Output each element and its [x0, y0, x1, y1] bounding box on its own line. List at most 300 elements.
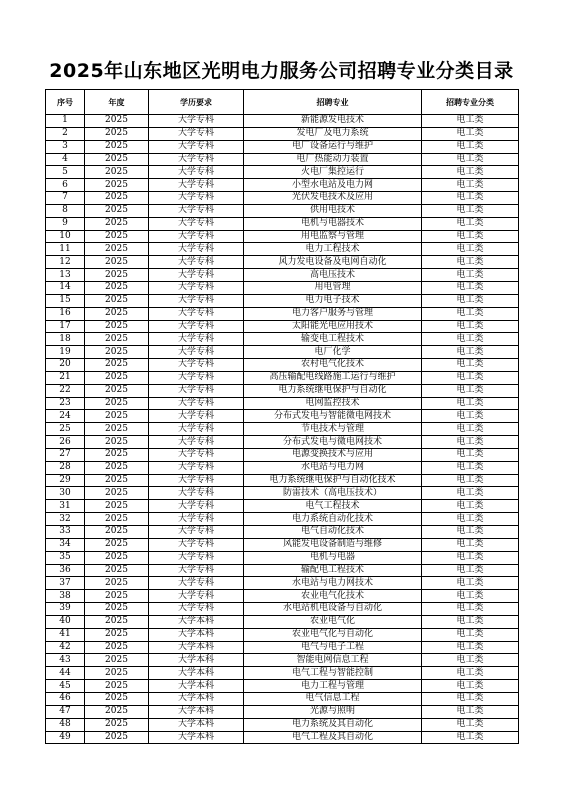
- cell-education: 大学专科: [149, 217, 244, 230]
- cell-year: 2025: [85, 294, 149, 307]
- cell-education: 大学专科: [149, 564, 244, 577]
- cell-category: 电工类: [422, 307, 519, 320]
- cell-year: 2025: [85, 603, 149, 616]
- cell-major: 分布式发电与微电网技术: [244, 436, 422, 449]
- cell-index: 44: [46, 667, 85, 680]
- cell-education: 大学专科: [149, 179, 244, 192]
- cell-major: 电厂热能动力装置: [244, 153, 422, 166]
- table-body: [46, 115, 519, 744]
- cell-year: 2025: [85, 204, 149, 217]
- cell-education: 大学专科: [149, 448, 244, 461]
- cell-category: 电工类: [422, 448, 519, 461]
- cell-year: 2025: [85, 320, 149, 333]
- table-header-row: [46, 90, 519, 115]
- cell-education: 大学专科: [149, 577, 244, 590]
- cell-major: 电力客户服务与管理: [244, 307, 422, 320]
- cell-year: 2025: [85, 397, 149, 410]
- cell-index: 4: [46, 153, 85, 166]
- cell-major: 农业电气化与自动化: [244, 628, 422, 641]
- cell-major: 电厂设备运行与维护: [244, 140, 422, 153]
- cell-year: 2025: [85, 718, 149, 731]
- cell-category: 电工类: [422, 384, 519, 397]
- cell-year: 2025: [85, 192, 149, 205]
- cell-category: 电工类: [422, 487, 519, 500]
- cell-category: 电工类: [422, 500, 519, 513]
- cell-category: 电工类: [422, 680, 519, 693]
- cell-index: 25: [46, 423, 85, 436]
- cell-major: 电气工程及其自动化: [244, 731, 422, 744]
- table-row: [46, 538, 519, 551]
- cell-year: 2025: [85, 423, 149, 436]
- cell-education: 大学本科: [149, 692, 244, 705]
- cell-major: 光源与照明: [244, 705, 422, 718]
- cell-education: 大学本科: [149, 628, 244, 641]
- cell-index: 35: [46, 551, 85, 564]
- cell-education: 大学专科: [149, 230, 244, 243]
- cell-year: 2025: [85, 384, 149, 397]
- cell-index: 19: [46, 346, 85, 359]
- cell-category: 电工类: [422, 615, 519, 628]
- cell-index: 8: [46, 204, 85, 217]
- cell-education: 大学专科: [149, 590, 244, 603]
- cell-category: 电工类: [422, 115, 519, 128]
- cell-education: 大学专科: [149, 526, 244, 539]
- cell-major: 光伏发电技术及应用: [244, 192, 422, 205]
- cell-major: 水电站与电力网技术: [244, 577, 422, 590]
- cell-index: 18: [46, 333, 85, 346]
- cell-index: 10: [46, 230, 85, 243]
- cell-year: 2025: [85, 115, 149, 128]
- cell-category: 电工类: [422, 705, 519, 718]
- cell-category: 电工类: [422, 217, 519, 230]
- cell-category: 电工类: [422, 179, 519, 192]
- cell-year: 2025: [85, 179, 149, 192]
- cell-category: 电工类: [422, 230, 519, 243]
- cell-index: 39: [46, 603, 85, 616]
- cell-year: 2025: [85, 346, 149, 359]
- cell-major: 太阳能光电应用技术: [244, 320, 422, 333]
- table-row: [46, 487, 519, 500]
- table-row: [46, 371, 519, 384]
- cell-education: 大学专科: [149, 500, 244, 513]
- cell-major: 电力系统继电保护与自动化: [244, 384, 422, 397]
- cell-index: 14: [46, 281, 85, 294]
- cell-major: 电力工程技术: [244, 243, 422, 256]
- table-row: [46, 346, 519, 359]
- cell-major: 高压输配电线路施工运行与维护: [244, 371, 422, 384]
- cell-index: 36: [46, 564, 85, 577]
- cell-category: 电工类: [422, 397, 519, 410]
- cell-year: 2025: [85, 590, 149, 603]
- cell-education: 大学专科: [149, 513, 244, 526]
- cell-year: 2025: [85, 333, 149, 346]
- cell-education: 大学专科: [149, 192, 244, 205]
- cell-education: 大学专科: [149, 603, 244, 616]
- cell-major: 电机与电器技术: [244, 217, 422, 230]
- cell-major: 输变电工程技术: [244, 333, 422, 346]
- table-row: [46, 410, 519, 423]
- cell-education: 大学专科: [149, 281, 244, 294]
- cell-year: 2025: [85, 281, 149, 294]
- cell-education: 大学专科: [149, 346, 244, 359]
- cell-index: 21: [46, 371, 85, 384]
- cell-education: 大学专科: [149, 397, 244, 410]
- cell-index: 15: [46, 294, 85, 307]
- cell-major: 防雷技术（高电压技术）: [244, 487, 422, 500]
- cell-index: 5: [46, 166, 85, 179]
- cell-index: 3: [46, 140, 85, 153]
- cell-education: 大学专科: [149, 371, 244, 384]
- table-row: [46, 654, 519, 667]
- cell-major: 电力系统及其自动化: [244, 718, 422, 731]
- table-row: [46, 384, 519, 397]
- cell-index: 31: [46, 500, 85, 513]
- table-row: [46, 513, 519, 526]
- table-row: [46, 166, 519, 179]
- cell-index: 13: [46, 269, 85, 282]
- cell-education: 大学专科: [149, 294, 244, 307]
- cell-index: 46: [46, 692, 85, 705]
- table-row: [46, 590, 519, 603]
- cell-index: 23: [46, 397, 85, 410]
- cell-category: 电工类: [422, 526, 519, 539]
- cell-education: 大学专科: [149, 243, 244, 256]
- cell-category: 电工类: [422, 359, 519, 372]
- cell-major: 风能发电设备制造与维修: [244, 538, 422, 551]
- cell-category: 电工类: [422, 654, 519, 667]
- cell-index: 24: [46, 410, 85, 423]
- cell-index: 9: [46, 217, 85, 230]
- column-header-index: 序号: [46, 90, 85, 115]
- cell-major: 电力工程与管理: [244, 680, 422, 693]
- table-row: [46, 692, 519, 705]
- cell-education: 大学专科: [149, 269, 244, 282]
- table-row: [46, 667, 519, 680]
- cell-year: 2025: [85, 140, 149, 153]
- cell-major: 电机与电器: [244, 551, 422, 564]
- cell-education: 大学本科: [149, 615, 244, 628]
- cell-major: 电力系统自动化技术: [244, 513, 422, 526]
- cell-year: 2025: [85, 615, 149, 628]
- cell-education: 大学专科: [149, 204, 244, 217]
- cell-index: 30: [46, 487, 85, 500]
- cell-category: 电工类: [422, 564, 519, 577]
- cell-category: 电工类: [422, 461, 519, 474]
- table-row: [46, 320, 519, 333]
- cell-education: 大学专科: [149, 436, 244, 449]
- cell-year: 2025: [85, 359, 149, 372]
- cell-index: 32: [46, 513, 85, 526]
- cell-year: 2025: [85, 577, 149, 590]
- cell-year: 2025: [85, 127, 149, 140]
- cell-education: 大学专科: [149, 166, 244, 179]
- cell-index: 48: [46, 718, 85, 731]
- cell-index: 34: [46, 538, 85, 551]
- cell-major: 农村电气化技术: [244, 359, 422, 372]
- cell-major: 电气工程与智能控制: [244, 667, 422, 680]
- cell-category: 电工类: [422, 551, 519, 564]
- table-row: [46, 230, 519, 243]
- cell-category: 电工类: [422, 641, 519, 654]
- table-row: [46, 461, 519, 474]
- cell-education: 大学专科: [149, 359, 244, 372]
- cell-index: 33: [46, 526, 85, 539]
- cell-major: 新能源发电技术: [244, 115, 422, 128]
- cell-index: 47: [46, 705, 85, 718]
- table-row: [46, 127, 519, 140]
- table-row: [46, 474, 519, 487]
- cell-year: 2025: [85, 410, 149, 423]
- table-row: [46, 564, 519, 577]
- cell-category: 电工类: [422, 628, 519, 641]
- table-row: [46, 551, 519, 564]
- cell-major: 电力系统继电保护与自动化技术: [244, 474, 422, 487]
- cell-category: 电工类: [422, 474, 519, 487]
- cell-index: 17: [46, 320, 85, 333]
- cell-education: 大学专科: [149, 140, 244, 153]
- cell-index: 16: [46, 307, 85, 320]
- cell-year: 2025: [85, 513, 149, 526]
- cell-category: 电工类: [422, 410, 519, 423]
- cell-education: 大学本科: [149, 680, 244, 693]
- cell-education: 大学专科: [149, 474, 244, 487]
- cell-index: 42: [46, 641, 85, 654]
- table-row: [46, 628, 519, 641]
- cell-year: 2025: [85, 217, 149, 230]
- cell-index: 29: [46, 474, 85, 487]
- cell-year: 2025: [85, 166, 149, 179]
- cell-category: 电工类: [422, 269, 519, 282]
- cell-year: 2025: [85, 526, 149, 539]
- table-row: [46, 680, 519, 693]
- cell-major: 电网监控技术: [244, 397, 422, 410]
- cell-major: 水电站与电力网: [244, 461, 422, 474]
- cell-year: 2025: [85, 269, 149, 282]
- cell-year: 2025: [85, 538, 149, 551]
- cell-index: 26: [46, 436, 85, 449]
- cell-year: 2025: [85, 243, 149, 256]
- cell-year: 2025: [85, 680, 149, 693]
- cell-education: 大学专科: [149, 423, 244, 436]
- cell-year: 2025: [85, 705, 149, 718]
- cell-index: 27: [46, 448, 85, 461]
- cell-major: 节电技术与管理: [244, 423, 422, 436]
- table-row: [46, 115, 519, 128]
- cell-education: 大学专科: [149, 307, 244, 320]
- table-row: [46, 204, 519, 217]
- table-row: [46, 153, 519, 166]
- cell-major: 电源变换技术与应用: [244, 448, 422, 461]
- cell-education: 大学专科: [149, 115, 244, 128]
- cell-year: 2025: [85, 487, 149, 500]
- cell-category: 电工类: [422, 731, 519, 744]
- table-row: [46, 448, 519, 461]
- cell-education: 大学专科: [149, 487, 244, 500]
- table-row: [46, 192, 519, 205]
- cell-major: 供用电技术: [244, 204, 422, 217]
- table-row: [46, 615, 519, 628]
- cell-index: 40: [46, 615, 85, 628]
- cell-education: 大学本科: [149, 641, 244, 654]
- cell-major: 农业电气化技术: [244, 590, 422, 603]
- column-header-category: 招聘专业分类: [422, 90, 519, 115]
- cell-education: 大学专科: [149, 320, 244, 333]
- cell-education: 大学专科: [149, 384, 244, 397]
- cell-category: 电工类: [422, 204, 519, 217]
- cell-education: 大学专科: [149, 153, 244, 166]
- cell-major: 用电管理: [244, 281, 422, 294]
- cell-education: 大学本科: [149, 718, 244, 731]
- cell-year: 2025: [85, 371, 149, 384]
- cell-education: 大学本科: [149, 654, 244, 667]
- cell-index: 12: [46, 256, 85, 269]
- cell-year: 2025: [85, 641, 149, 654]
- cell-category: 电工类: [422, 140, 519, 153]
- table-row: [46, 217, 519, 230]
- cell-category: 电工类: [422, 718, 519, 731]
- table-row: [46, 397, 519, 410]
- table-row: [46, 423, 519, 436]
- table-row: [46, 333, 519, 346]
- cell-category: 电工类: [422, 590, 519, 603]
- table-row: [46, 281, 519, 294]
- cell-index: 28: [46, 461, 85, 474]
- cell-category: 电工类: [422, 294, 519, 307]
- cell-education: 大学专科: [149, 333, 244, 346]
- table-row: [46, 705, 519, 718]
- cell-major: 电力电子技术: [244, 294, 422, 307]
- cell-major: 用电监察与管理: [244, 230, 422, 243]
- cell-year: 2025: [85, 436, 149, 449]
- cell-year: 2025: [85, 256, 149, 269]
- cell-major: 智能电网信息工程: [244, 654, 422, 667]
- cell-category: 电工类: [422, 371, 519, 384]
- table-row: [46, 269, 519, 282]
- cell-year: 2025: [85, 628, 149, 641]
- cell-category: 电工类: [422, 166, 519, 179]
- cell-category: 电工类: [422, 256, 519, 269]
- cell-major: 农业电气化: [244, 615, 422, 628]
- table-row: [46, 577, 519, 590]
- cell-category: 电工类: [422, 281, 519, 294]
- cell-index: 7: [46, 192, 85, 205]
- table-row: [46, 294, 519, 307]
- cell-index: 45: [46, 680, 85, 693]
- cell-index: 11: [46, 243, 85, 256]
- cell-index: 41: [46, 628, 85, 641]
- cell-major: 电气工程技术: [244, 500, 422, 513]
- cell-education: 大学本科: [149, 731, 244, 744]
- cell-year: 2025: [85, 448, 149, 461]
- column-header-major: 招聘专业: [244, 90, 422, 115]
- cell-major: 水电站机电设备与自动化: [244, 603, 422, 616]
- table-row: [46, 256, 519, 269]
- cell-education: 大学专科: [149, 461, 244, 474]
- cell-index: 20: [46, 359, 85, 372]
- cell-category: 电工类: [422, 538, 519, 551]
- cell-year: 2025: [85, 307, 149, 320]
- cell-education: 大学本科: [149, 705, 244, 718]
- cell-year: 2025: [85, 230, 149, 243]
- cell-year: 2025: [85, 564, 149, 577]
- table-row: [46, 731, 519, 744]
- table-row: [46, 179, 519, 192]
- cell-category: 电工类: [422, 127, 519, 140]
- cell-category: 电工类: [422, 153, 519, 166]
- cell-category: 电工类: [422, 320, 519, 333]
- cell-major: 风力发电设备及电网自动化: [244, 256, 422, 269]
- cell-education: 大学本科: [149, 667, 244, 680]
- cell-category: 电工类: [422, 243, 519, 256]
- cell-education: 大学专科: [149, 256, 244, 269]
- page-title: 2025年山东地区光明电力服务公司招聘专业分类目录: [49, 60, 514, 82]
- table-row: [46, 436, 519, 449]
- cell-category: 电工类: [422, 436, 519, 449]
- cell-major: 高电压技术: [244, 269, 422, 282]
- table-row: [46, 307, 519, 320]
- cell-category: 电工类: [422, 577, 519, 590]
- cell-year: 2025: [85, 692, 149, 705]
- cell-year: 2025: [85, 731, 149, 744]
- cell-major: 电气与电子工程: [244, 641, 422, 654]
- cell-year: 2025: [85, 551, 149, 564]
- cell-major: 火电厂集控运行: [244, 166, 422, 179]
- cell-category: 电工类: [422, 333, 519, 346]
- cell-index: 1: [46, 115, 85, 128]
- table-row: [46, 526, 519, 539]
- cell-education: 大学专科: [149, 127, 244, 140]
- cell-category: 电工类: [422, 667, 519, 680]
- cell-index: 22: [46, 384, 85, 397]
- cell-major: 分布式发电与智能微电网技术: [244, 410, 422, 423]
- cell-year: 2025: [85, 153, 149, 166]
- cell-index: 2: [46, 127, 85, 140]
- cell-major: 电气自动化技术: [244, 526, 422, 539]
- cell-category: 电工类: [422, 423, 519, 436]
- cell-category: 电工类: [422, 692, 519, 705]
- cell-major: 电气信息工程: [244, 692, 422, 705]
- cell-index: 43: [46, 654, 85, 667]
- cell-category: 电工类: [422, 346, 519, 359]
- table-row: [46, 140, 519, 153]
- cell-major: 电厂化学: [244, 346, 422, 359]
- cell-index: 38: [46, 590, 85, 603]
- table-row: [46, 500, 519, 513]
- cell-major: 发电厂及电力系统: [244, 127, 422, 140]
- table-row: [46, 243, 519, 256]
- cell-year: 2025: [85, 654, 149, 667]
- cell-index: 49: [46, 731, 85, 744]
- cell-education: 大学专科: [149, 410, 244, 423]
- table-row: [46, 603, 519, 616]
- cell-year: 2025: [85, 667, 149, 680]
- cell-year: 2025: [85, 474, 149, 487]
- table-row: [46, 718, 519, 731]
- table-row: [46, 641, 519, 654]
- cell-index: 37: [46, 577, 85, 590]
- cell-year: 2025: [85, 461, 149, 474]
- table-row: [46, 359, 519, 372]
- cell-category: 电工类: [422, 603, 519, 616]
- cell-category: 电工类: [422, 513, 519, 526]
- cell-major: 输配电工程技术: [244, 564, 422, 577]
- cell-category: 电工类: [422, 192, 519, 205]
- cell-education: 大学专科: [149, 538, 244, 551]
- major-catalog-table: [45, 89, 519, 744]
- cell-education: 大学专科: [149, 551, 244, 564]
- column-header-year: 年度: [85, 90, 149, 115]
- cell-year: 2025: [85, 500, 149, 513]
